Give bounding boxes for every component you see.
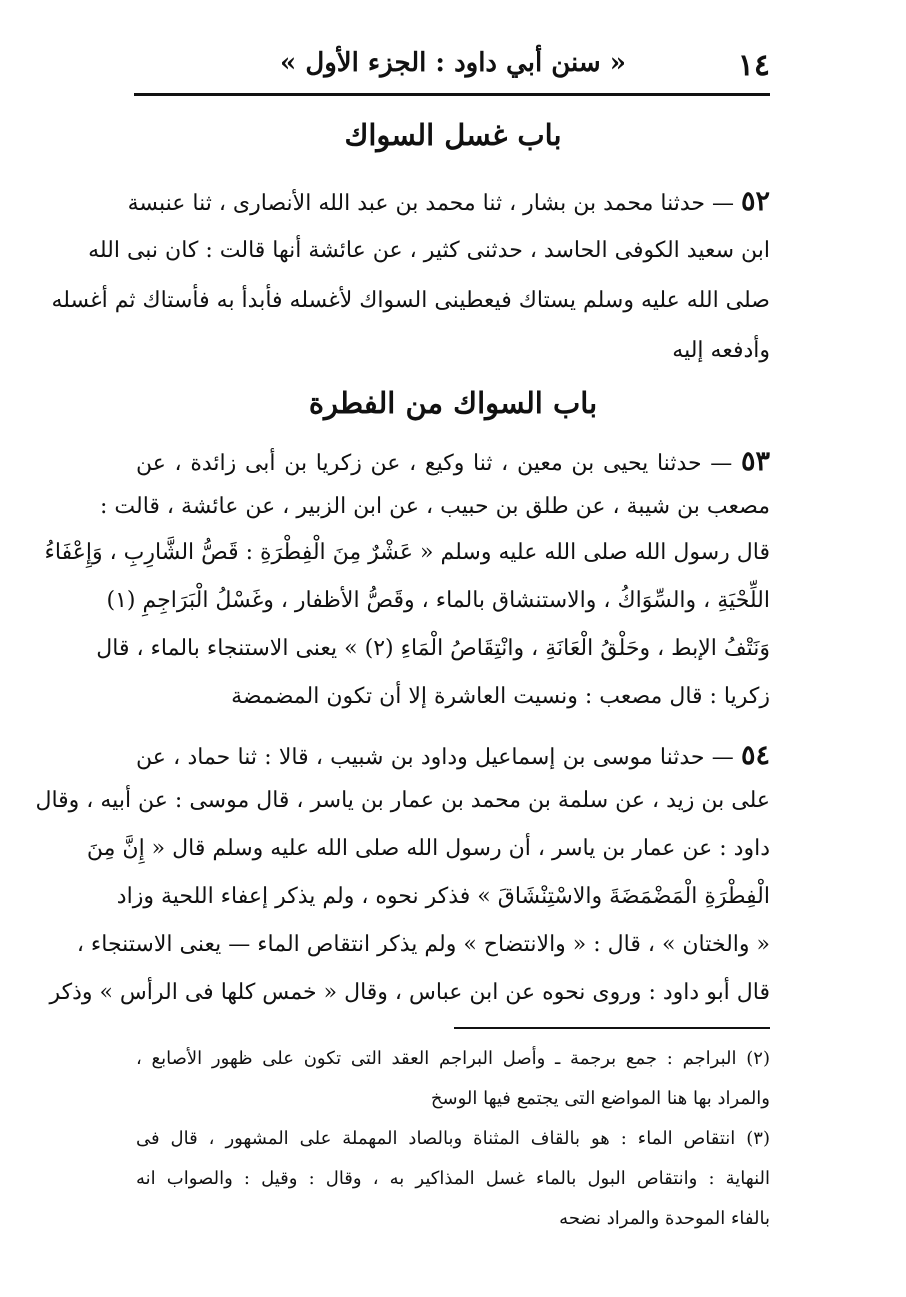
running-title: « سنن أبي داود : الجزء الأول »	[280, 48, 626, 78]
footnote-3-line-2: النهاية : وانتقاص البول بالماء غسل المذاكير به ، وقال : وقيل : والصواب انه	[136, 1168, 770, 1189]
hadith-52-line-2: ابن سعيد الكوفى الحاسد ، حدثنى كثير ، عن عائشة أنها قالت : كان نبى الله	[88, 238, 770, 263]
page-header	[136, 44, 770, 92]
footnote-2-line-1: (٢) البراجم : جمع برجمة ـ وأصل البراجم العقد التى تكون على ظهور الأصابع ،	[136, 1048, 770, 1069]
hadith-53-line-4: اللِّحْيَةِ ، والسِّوَاكُ ، والاستنشاق بالماء ، وقَصُّ الأظفار ، وغَسْلُ الْبَرَاجِمِ (١)	[106, 588, 770, 613]
hadith-53-line-2: مصعب بن شيبة ، عن طلق بن حبيب ، عن ابن الزبير ، عن عائشة ، قالت :	[99, 494, 770, 519]
hadith-54-line-5: « والختان » ، قال : « والانتضاح » ولم يذكر انتقاص الماء — يعنى الاستنجاء ،	[76, 932, 770, 957]
hadith-53-line-1: ٥٣ — حدثنا يحيى بن معين ، ثنا وكيع ، عن زكريا بن أبى زائدة ، عن	[136, 446, 770, 477]
hadith-52-line-3: صلى الله عليه وسلم يستاك فيعطينى السواك لأغسله فأبدأ به فأستاك ثم أغسله	[51, 288, 770, 313]
hadith-52-line-1: ٥٢ — حدثنا محمد بن بشار ، ثنا محمد بن عبد الله الأنصارى ، ثنا عنبسة	[127, 186, 770, 217]
footnote-3-line-1: (٣) انتقاص الماء : هو بالقاف المثناة وبالصاد المهملة على المشهور ، قال فى	[136, 1128, 770, 1149]
hadith-53-line-3: قال رسول الله صلى الله عليه وسلم « عَشْرٌ مِنَ الْفِطْرَةِ : قَصُّ الشَّارِبِ ، وَإِعْفَاءُ	[44, 540, 770, 565]
hadith-54-line-4: الْفِطْرَةِ الْمَضْمَضَةَ والاسْتِنْشَاقَ » فذكر نحوه ، ولم يذكر إعفاء اللحية وزاد	[116, 884, 770, 909]
header-rule	[134, 93, 770, 96]
chapter-heading: باب غسل السواك	[344, 118, 562, 152]
chapter-heading: باب السواك من الفطرة	[308, 386, 598, 420]
hadith-53-line-6: زكريا : قال مصعب : ونسيت العاشرة إلا أن تكون المضمضة	[231, 684, 770, 709]
footnote-3-line-3: بالفاء الموحدة والمراد نضحه	[559, 1208, 770, 1229]
hadith-52-line-4: وأدفعه إليه	[672, 338, 770, 363]
hadith-54-line-3: داود : عن عمار بن ياسر ، أن رسول الله صلى الله عليه وسلم قال « إِنَّ مِنَ	[86, 836, 770, 861]
hadith-54-line-6: قال أبو داود : وروى نحوه عن ابن عباس ، وقال « خمس كلها فى الرأس » وذكر	[49, 980, 770, 1005]
hadith-number: ٥٢	[740, 186, 770, 217]
page-number: ١٤	[737, 48, 770, 83]
hadith-number: ٥٣	[740, 446, 770, 477]
hadith-54-line-2: على بن زيد ، عن سلمة بن محمد بن عمار بن ياسر ، قال موسى : عن أبيه ، وقال	[35, 788, 770, 813]
footnote-2-line-2: والمراد بها هنا المواضع التى يجتمع فيها الوسخ	[430, 1088, 770, 1109]
hadith-53-line-5: وَنَتْفُ الإبط ، وحَلْقُ الْعَانَةِ ، وانْتِقَاصُ الْمَاءِ (٢) » يعنى الاستنجاء بالماء ، قال	[96, 636, 770, 661]
hadith-number: ٥٤	[740, 740, 770, 771]
hadith-54-line-1: ٥٤ — حدثنا موسى بن إسماعيل وداود بن شبيب ، قالا : ثنا حماد ، عن	[136, 740, 770, 771]
footnote-rule	[454, 1027, 770, 1029]
